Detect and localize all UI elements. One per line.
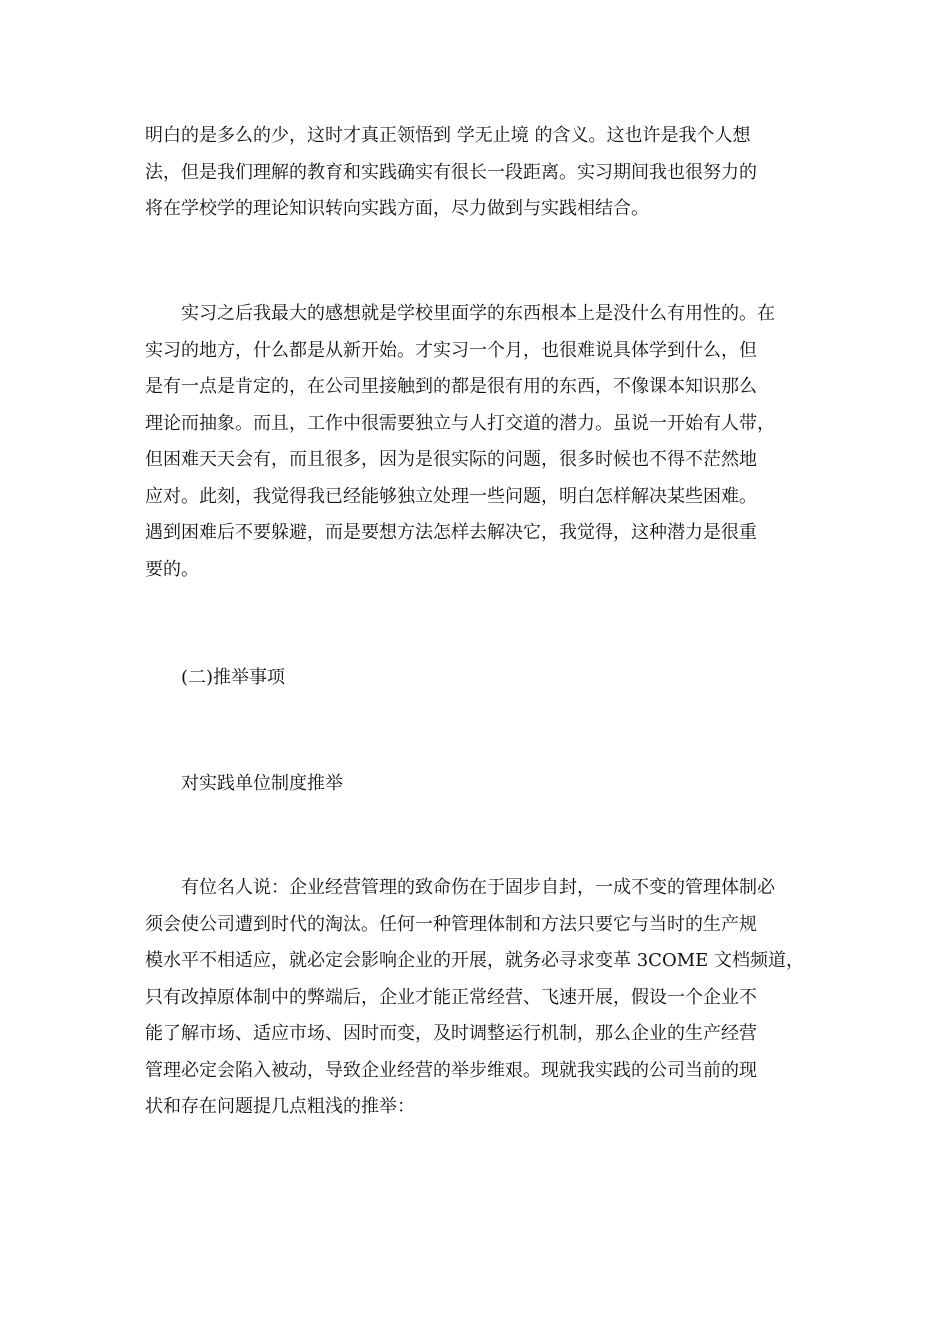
text-line: 有位名人说：企业经营管理的致命伤在于固步自封，一成不变的管理体制必 [145,877,775,898]
text-line: 遇到困难后不要躲避，而是要想方法怎样去解决它，我觉得，这种潜力是很重 [145,522,757,543]
text-line: 理论而抽象。而且，工作中很需要独立与人打交道的潜力。虽说一开始有人带， [145,412,775,434]
paragraph-2 [145,296,810,588]
subsection-heading [145,766,810,803]
section-heading [145,660,810,697]
text-line: 只有改掉原体制中的弊端后，企业才能正常经营、飞速开展，假设一个企业不 [145,986,757,1008]
paragraph-3 [145,870,810,1126]
text-line: 能了解市场、适应市场、因时而变，及时调整运行机制，那么企业的生产经营 [145,1023,757,1044]
text-line: 应对。此刻，我觉得我已经能够独立处理一些问题，明白怎样解决某些困难。 [145,485,757,507]
paragraph-1 [145,118,810,228]
text-line: 状和存在问题提几点粗浅的推举： [145,1096,415,1117]
text-line: 但困难天天会有，而且很多，因为是很实际的问题，很多时候也不得不茫然地 [145,449,757,470]
text-line: 须会使公司遭到时代的淘汰。任何一种管理体制和方法只要它与当时的生产规 [145,913,757,935]
heading-line: (二)推举事项 [145,667,286,688]
heading-line: 对实践单位制度推举 [145,773,343,794]
text-line: 模水平不相适应，就必定会影响企业的开展，就务必寻求变革 3COME 文档频道， [145,950,804,971]
text-line: 管理必定会陷入被动，导致企业经营的举步维艰。现就我实践的公司当前的现 [145,1059,757,1081]
text-line: 将在学校学的理论知识转向实践方面，尽力做到与实践相结合。 [145,198,649,219]
text-line: 是有一点是肯定的，在公司里接触到的都是很有用的东西，不像课本知识那么 [145,376,757,397]
text-line: 明白的是多么的少，这时才真正领悟到 学无止境 的含义。这也许是我个人想 [145,125,751,146]
text-line: 实习的地方，什么都是从新开始。才实习一个月，也很难说具体学到什么，但 [145,339,757,361]
text-line: 要的。 [145,558,199,580]
text-line: 实习之后我最大的感想就是学校里面学的东西根本上是没什么有用性的。在 [145,303,775,324]
text-line: 法，但是我们理解的教育和实践确实有很长一段距离。实习期间我也很努力的 [145,161,757,183]
